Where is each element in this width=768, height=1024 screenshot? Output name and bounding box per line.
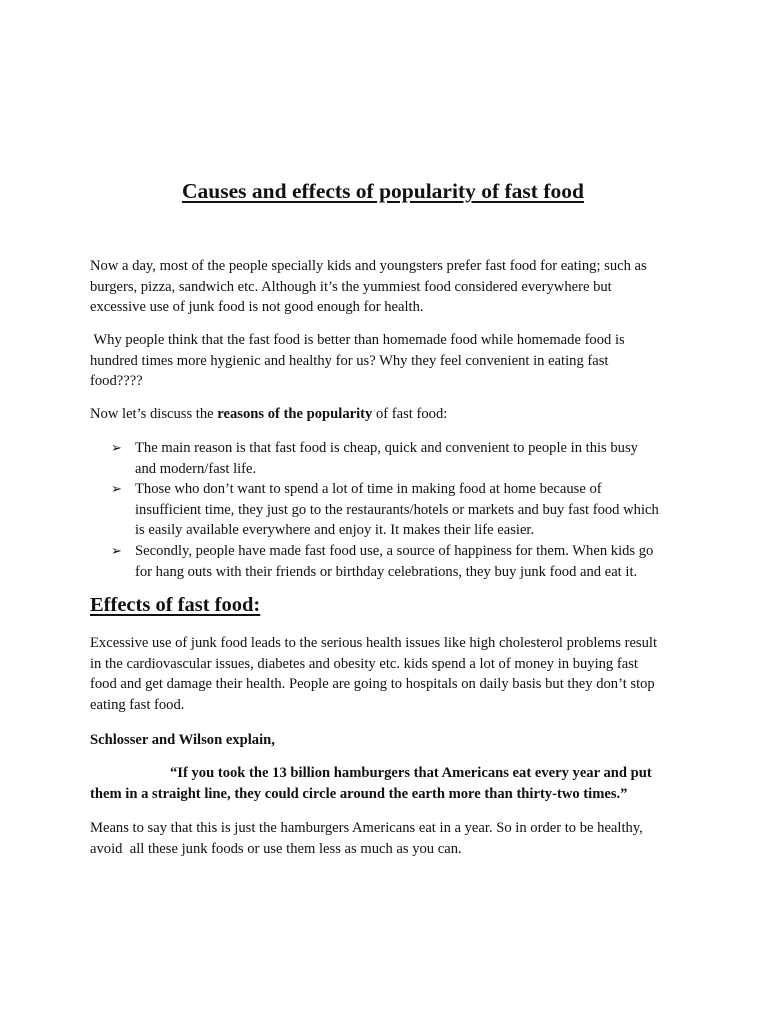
- quote-line: “If you took the 13 billion hamburgers that Americans eat every year and put: [170, 765, 652, 781]
- paragraph-line: avoid all these junk foods or use them less as much as you can.: [90, 840, 462, 857]
- paragraph-line: [90, 404, 690, 425]
- conclusion-paragraph: [90, 818, 690, 859]
- quote-line: them in a straight line, they could circle around the earth more than thirty-two times.”: [90, 785, 628, 802]
- list-item-line: Those who don’t want to spend a lot of time in making food at home because of: [135, 481, 602, 497]
- paragraph-line: burgers, pizza, sandwich etc. Although it’s the yummiest food considered everywhere but: [90, 278, 612, 295]
- reasons-intro-after: of fast food:: [372, 406, 448, 422]
- paragraph-line: hundred times more hygienic and healthy for us? Why they feel convenient in eating fast: [90, 352, 609, 369]
- list-item-line: and modern/fast life.: [135, 460, 257, 477]
- paragraph-line: excessive use of junk food is not good enough for health.: [90, 299, 424, 315]
- arrow-bullet-icon: ➢: [111, 481, 122, 496]
- quote-block: [90, 763, 690, 804]
- paragraph-line: eating fast food.: [90, 696, 185, 713]
- question-paragraph: [90, 330, 690, 392]
- attribution-line: [90, 730, 690, 751]
- reasons-intro-before: Now let’s discuss the: [90, 406, 218, 422]
- arrow-bullet-icon: ➢: [111, 543, 122, 558]
- paragraph-line: food????: [90, 373, 143, 389]
- list-item-text: [135, 438, 638, 479]
- reasons-intro-bold: reasons of the popularity: [217, 406, 373, 422]
- list-item-line: insufficient time, they just go to the restaurants/hotels or markets and buy fast food which: [135, 501, 659, 518]
- reasons-intro-paragraph: [90, 404, 690, 425]
- intro-paragraph: [90, 256, 690, 318]
- paragraph-line: Excessive use of junk food leads to the serious health issues like high cholesterol problems result: [90, 635, 658, 651]
- effects-heading: Effects of fast food:: [90, 594, 261, 616]
- list-item-text: [135, 479, 659, 541]
- arrow-bullet-icon: ➢: [111, 440, 122, 455]
- list-item-line: for hang outs with their friends or birthday celebrations, they buy junk food and eat it.: [135, 563, 638, 580]
- paragraph-line: Schlosser and Wilson explain,: [90, 732, 275, 748]
- list-item-line: The main reason is that fast food is cheap, quick and convenient to people in this busy: [135, 440, 638, 456]
- paragraph-line: Why people think that the fast food is better than homemade food while homemade food is: [90, 332, 625, 348]
- document-title: Causes and effects of popularity of fast food: [182, 179, 584, 203]
- list-item-line: Secondly, people have made fast food use, a source of happiness for them. When kids go: [135, 543, 654, 559]
- list-item-line: is easily available everywhere and enjoy it. It makes their life easier.: [135, 522, 535, 538]
- paragraph-line: Now a day, most of the people specially kids and youngsters prefer fast food for eating; such as: [90, 258, 647, 274]
- paragraph-line: Means to say that this is just the hamburgers Americans eat in a year. So in order to be healthy,: [90, 820, 643, 836]
- effects-paragraph: [90, 633, 690, 715]
- paragraph-line: food and get damage their health. People are going to hospitals on daily basis but they don’t stop: [90, 676, 655, 692]
- paragraph-line: in the cardiovascular issues, diabetes and obesity etc. kids spend a lot of money in buying fast: [90, 655, 638, 672]
- list-item-text: [135, 541, 653, 582]
